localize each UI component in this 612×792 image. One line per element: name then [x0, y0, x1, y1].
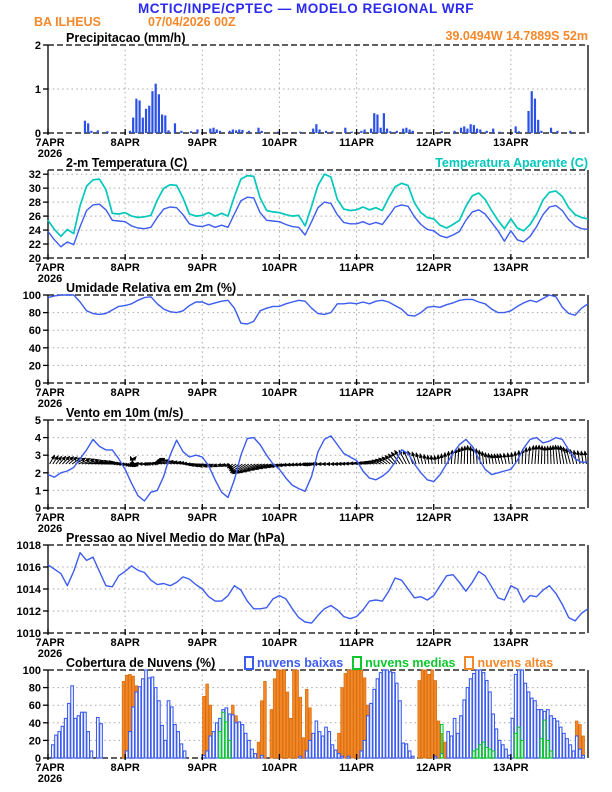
precip-bars — [84, 84, 572, 133]
temp-line-0 — [48, 197, 588, 247]
svg-text:9APR: 9APR — [187, 137, 217, 149]
cloud-legend — [244, 656, 553, 670]
svg-text:7APR: 7APR — [35, 262, 65, 274]
svg-text:2026: 2026 — [37, 773, 63, 785]
svg-text:10APR: 10APR — [261, 762, 298, 774]
svg-text:9APR: 9APR — [187, 637, 217, 649]
svg-text:100: 100 — [22, 290, 41, 302]
svg-text:7APR: 7APR — [35, 387, 65, 399]
svg-text:10APR: 10APR — [261, 137, 298, 149]
legend-item-high-clouds — [464, 656, 553, 670]
svg-text:24: 24 — [28, 225, 41, 238]
temp-line-1 — [48, 174, 588, 236]
svg-text:12APR: 12APR — [415, 637, 452, 649]
wind-panel-title: Vento em 10m (m/s) — [66, 406, 184, 420]
svg-text:10APR: 10APR — [261, 387, 298, 399]
svg-text:11APR: 11APR — [339, 762, 375, 774]
svg-text:40: 40 — [28, 342, 41, 355]
svg-text:22: 22 — [28, 239, 41, 252]
svg-text:12APR: 12APR — [415, 137, 452, 149]
svg-text:12APR: 12APR — [415, 262, 452, 274]
svg-text:8APR: 8APR — [110, 387, 140, 399]
svg-text:12APR: 12APR — [415, 387, 452, 399]
svg-text:26: 26 — [28, 211, 41, 224]
panel-wind — [35, 415, 588, 535]
pressure-y-axis — [17, 540, 48, 640]
svg-text:1010: 1010 — [16, 628, 41, 640]
clouds-y-axis — [23, 665, 48, 765]
svg-text:11APR: 11APR — [339, 387, 375, 399]
svg-text:20: 20 — [28, 253, 41, 265]
svg-text:11APR: 11APR — [339, 637, 375, 649]
humidity-y-axis — [23, 290, 48, 390]
clouds-panel-title: Cobertura de Nuvens (%) — [66, 656, 216, 670]
wind-y-axis — [35, 415, 48, 515]
humidity-panel-title: Umidade Relativa em 2m (%) — [66, 281, 237, 295]
svg-text:1016: 1016 — [16, 562, 41, 574]
panel-precip — [35, 40, 588, 160]
svg-text:1018: 1018 — [16, 540, 41, 552]
panel-temp — [29, 169, 588, 285]
svg-text:13APR: 13APR — [493, 387, 529, 399]
low-clouds-swatch-icon — [244, 656, 254, 670]
svg-text:80: 80 — [28, 307, 41, 320]
svg-text:20: 20 — [28, 735, 41, 748]
mid-clouds-swatch-icon — [352, 656, 362, 670]
pressure-panel-title: Pressao ao Nivel Medio do Mar (hPa) — [66, 531, 285, 545]
svg-text:2026: 2026 — [37, 273, 63, 285]
svg-text:1012: 1012 — [16, 606, 41, 618]
svg-text:8APR: 8APR — [110, 637, 140, 649]
legend-label: nuvens medias — [365, 656, 456, 670]
coordinates-label: 39.0494W 14.7889S 52m — [445, 29, 588, 43]
svg-text:13APR: 13APR — [493, 512, 529, 524]
svg-text:60: 60 — [28, 700, 41, 713]
legend-item-mid-clouds — [352, 656, 455, 670]
svg-text:20: 20 — [28, 360, 41, 373]
svg-text:9APR: 9APR — [187, 387, 217, 399]
svg-text:8APR: 8APR — [110, 137, 140, 149]
svg-text:8APR: 8APR — [110, 512, 140, 524]
svg-text:13APR: 13APR — [493, 762, 529, 774]
svg-text:11APR: 11APR — [339, 262, 375, 274]
svg-text:0: 0 — [34, 753, 41, 765]
svg-text:2: 2 — [34, 467, 41, 480]
humidity-frame — [48, 295, 588, 383]
svg-text:12APR: 12APR — [415, 762, 452, 774]
svg-text:7APR: 7APR — [35, 762, 65, 774]
svg-text:13APR: 13APR — [493, 637, 529, 649]
svg-text:0: 0 — [34, 128, 41, 140]
model-run-label: 07/04/2026 00Z — [148, 15, 236, 29]
svg-text:12APR: 12APR — [415, 512, 452, 524]
svg-text:5: 5 — [34, 415, 41, 427]
svg-text:32: 32 — [28, 169, 41, 182]
svg-text:2: 2 — [34, 40, 41, 52]
svg-text:2026: 2026 — [37, 398, 63, 410]
panel-pressure — [17, 540, 588, 660]
svg-text:1014: 1014 — [16, 584, 41, 596]
svg-text:7APR: 7APR — [35, 137, 65, 149]
svg-text:13APR: 13APR — [493, 137, 529, 149]
svg-text:10APR: 10APR — [261, 512, 298, 524]
svg-text:1: 1 — [34, 485, 41, 498]
humidity-line-0 — [48, 295, 588, 324]
precip-gridlines — [48, 45, 588, 133]
svg-text:4: 4 — [34, 432, 41, 445]
precip-panel-title: Precipitacao (mm/h) — [66, 31, 186, 45]
svg-text:10APR: 10APR — [261, 262, 298, 274]
precip-y-axis — [35, 40, 48, 140]
svg-text:30: 30 — [28, 183, 41, 196]
svg-text:9APR: 9APR — [187, 762, 217, 774]
svg-text:8APR: 8APR — [110, 262, 140, 274]
svg-text:13APR: 13APR — [493, 262, 529, 274]
svg-text:0: 0 — [34, 503, 41, 515]
clouds-x-axis — [35, 754, 528, 785]
svg-text:10APR: 10APR — [261, 637, 298, 649]
pressure-line-0 — [48, 553, 588, 623]
temp-panel-title: 2-m Temperatura (C) — [66, 156, 188, 170]
svg-text:9APR: 9APR — [187, 262, 217, 274]
svg-text:7APR: 7APR — [35, 512, 65, 524]
svg-text:11APR: 11APR — [339, 512, 375, 524]
pressure-gridlines — [48, 545, 588, 633]
svg-text:3: 3 — [34, 450, 41, 463]
legend-label: nuvens altas — [477, 656, 554, 670]
panel-clouds — [23, 665, 588, 785]
page-title: MCTIC/INPE/CPTEC — MODELO REGIONAL WRF — [138, 1, 474, 16]
svg-text:11APR: 11APR — [339, 137, 375, 149]
svg-text:2026: 2026 — [37, 648, 63, 660]
legend-item-low-clouds — [244, 656, 343, 670]
svg-text:8APR: 8APR — [110, 762, 140, 774]
svg-text:80: 80 — [28, 682, 41, 695]
wind-line-0 — [48, 436, 588, 501]
high-clouds-swatch-icon — [464, 656, 474, 670]
svg-text:9APR: 9APR — [187, 512, 217, 524]
apparent-temp-label: Temperatura Aparente (C) — [435, 156, 588, 170]
svg-text:2026: 2026 — [37, 148, 63, 160]
svg-text:60: 60 — [28, 325, 41, 338]
svg-text:28: 28 — [28, 197, 41, 210]
legend-label: nuvens baixas — [257, 656, 344, 670]
temp-y-axis — [29, 169, 48, 265]
svg-text:2026: 2026 — [37, 523, 63, 535]
svg-text:7APR: 7APR — [35, 637, 65, 649]
panel-humidity — [23, 290, 588, 410]
svg-text:1: 1 — [34, 84, 41, 96]
wind-arrows — [50, 445, 587, 474]
svg-text:40: 40 — [28, 717, 41, 730]
svg-text:0: 0 — [34, 378, 41, 390]
svg-text:100: 100 — [22, 665, 41, 677]
humidity-gridlines — [48, 295, 588, 383]
station-label: BA ILHEUS — [34, 15, 101, 29]
